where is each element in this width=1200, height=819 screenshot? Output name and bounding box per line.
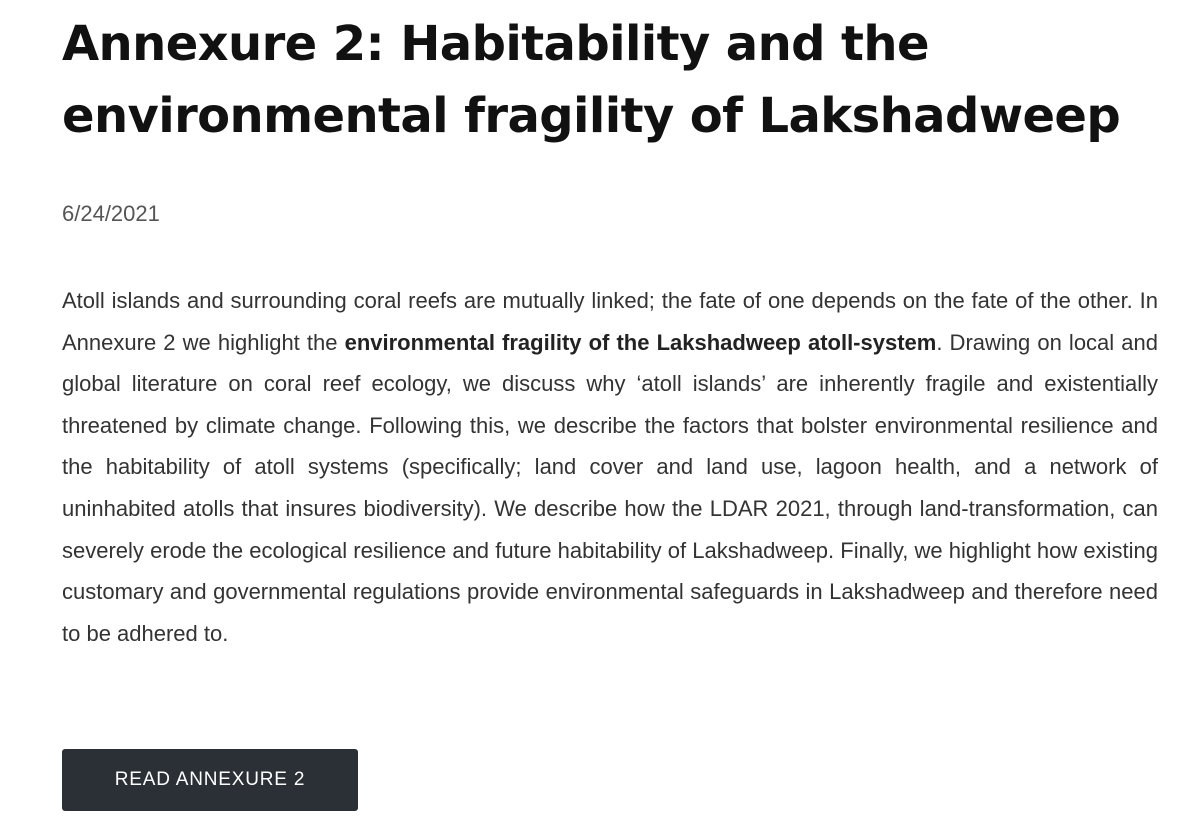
page-title-line-1: Annexure 2: Habitability and the bbox=[62, 16, 929, 72]
body-text-bold: environmental fragility of the Lakshadweep atoll-system bbox=[344, 329, 937, 355]
page-title bbox=[62, 0, 1158, 152]
publish-date: 6/24/2021 bbox=[62, 201, 160, 226]
page-title-line-2: environmental fragility of Lakshadweep bbox=[62, 88, 1121, 144]
read-annexure-button[interactable]: READ ANNEXURE 2 bbox=[62, 749, 358, 811]
article bbox=[62, 0, 1158, 790]
body-text-part-2: . Drawing on local and global literature on coral reef ecology, we discuss why ‘atoll islands’ are inherently fragile and existentially threatened by climate change. Following this, we describe the factors that bolster environmental resilience and the habitability of atoll systems (specifically; land cover and land use, lagoon health, and a network of uninhabited atolls that insures biodiversity). We describe how the LDAR 2021, through land-transformation, can severely erode the ecological resilience and future habitability of Lakshadweep. Finally, we highlight how existing customary and governmental regulations provide environmental safeguards in Lakshadweep and therefore need to be adhered to. bbox=[62, 329, 1158, 646]
body-text-part-1: Atoll islands and surrounding coral reefs are mutually linked; the fate of one depends on the fate of the other. In Annexure 2 we highlight the bbox=[62, 288, 1158, 355]
article-body bbox=[62, 280, 1158, 654]
